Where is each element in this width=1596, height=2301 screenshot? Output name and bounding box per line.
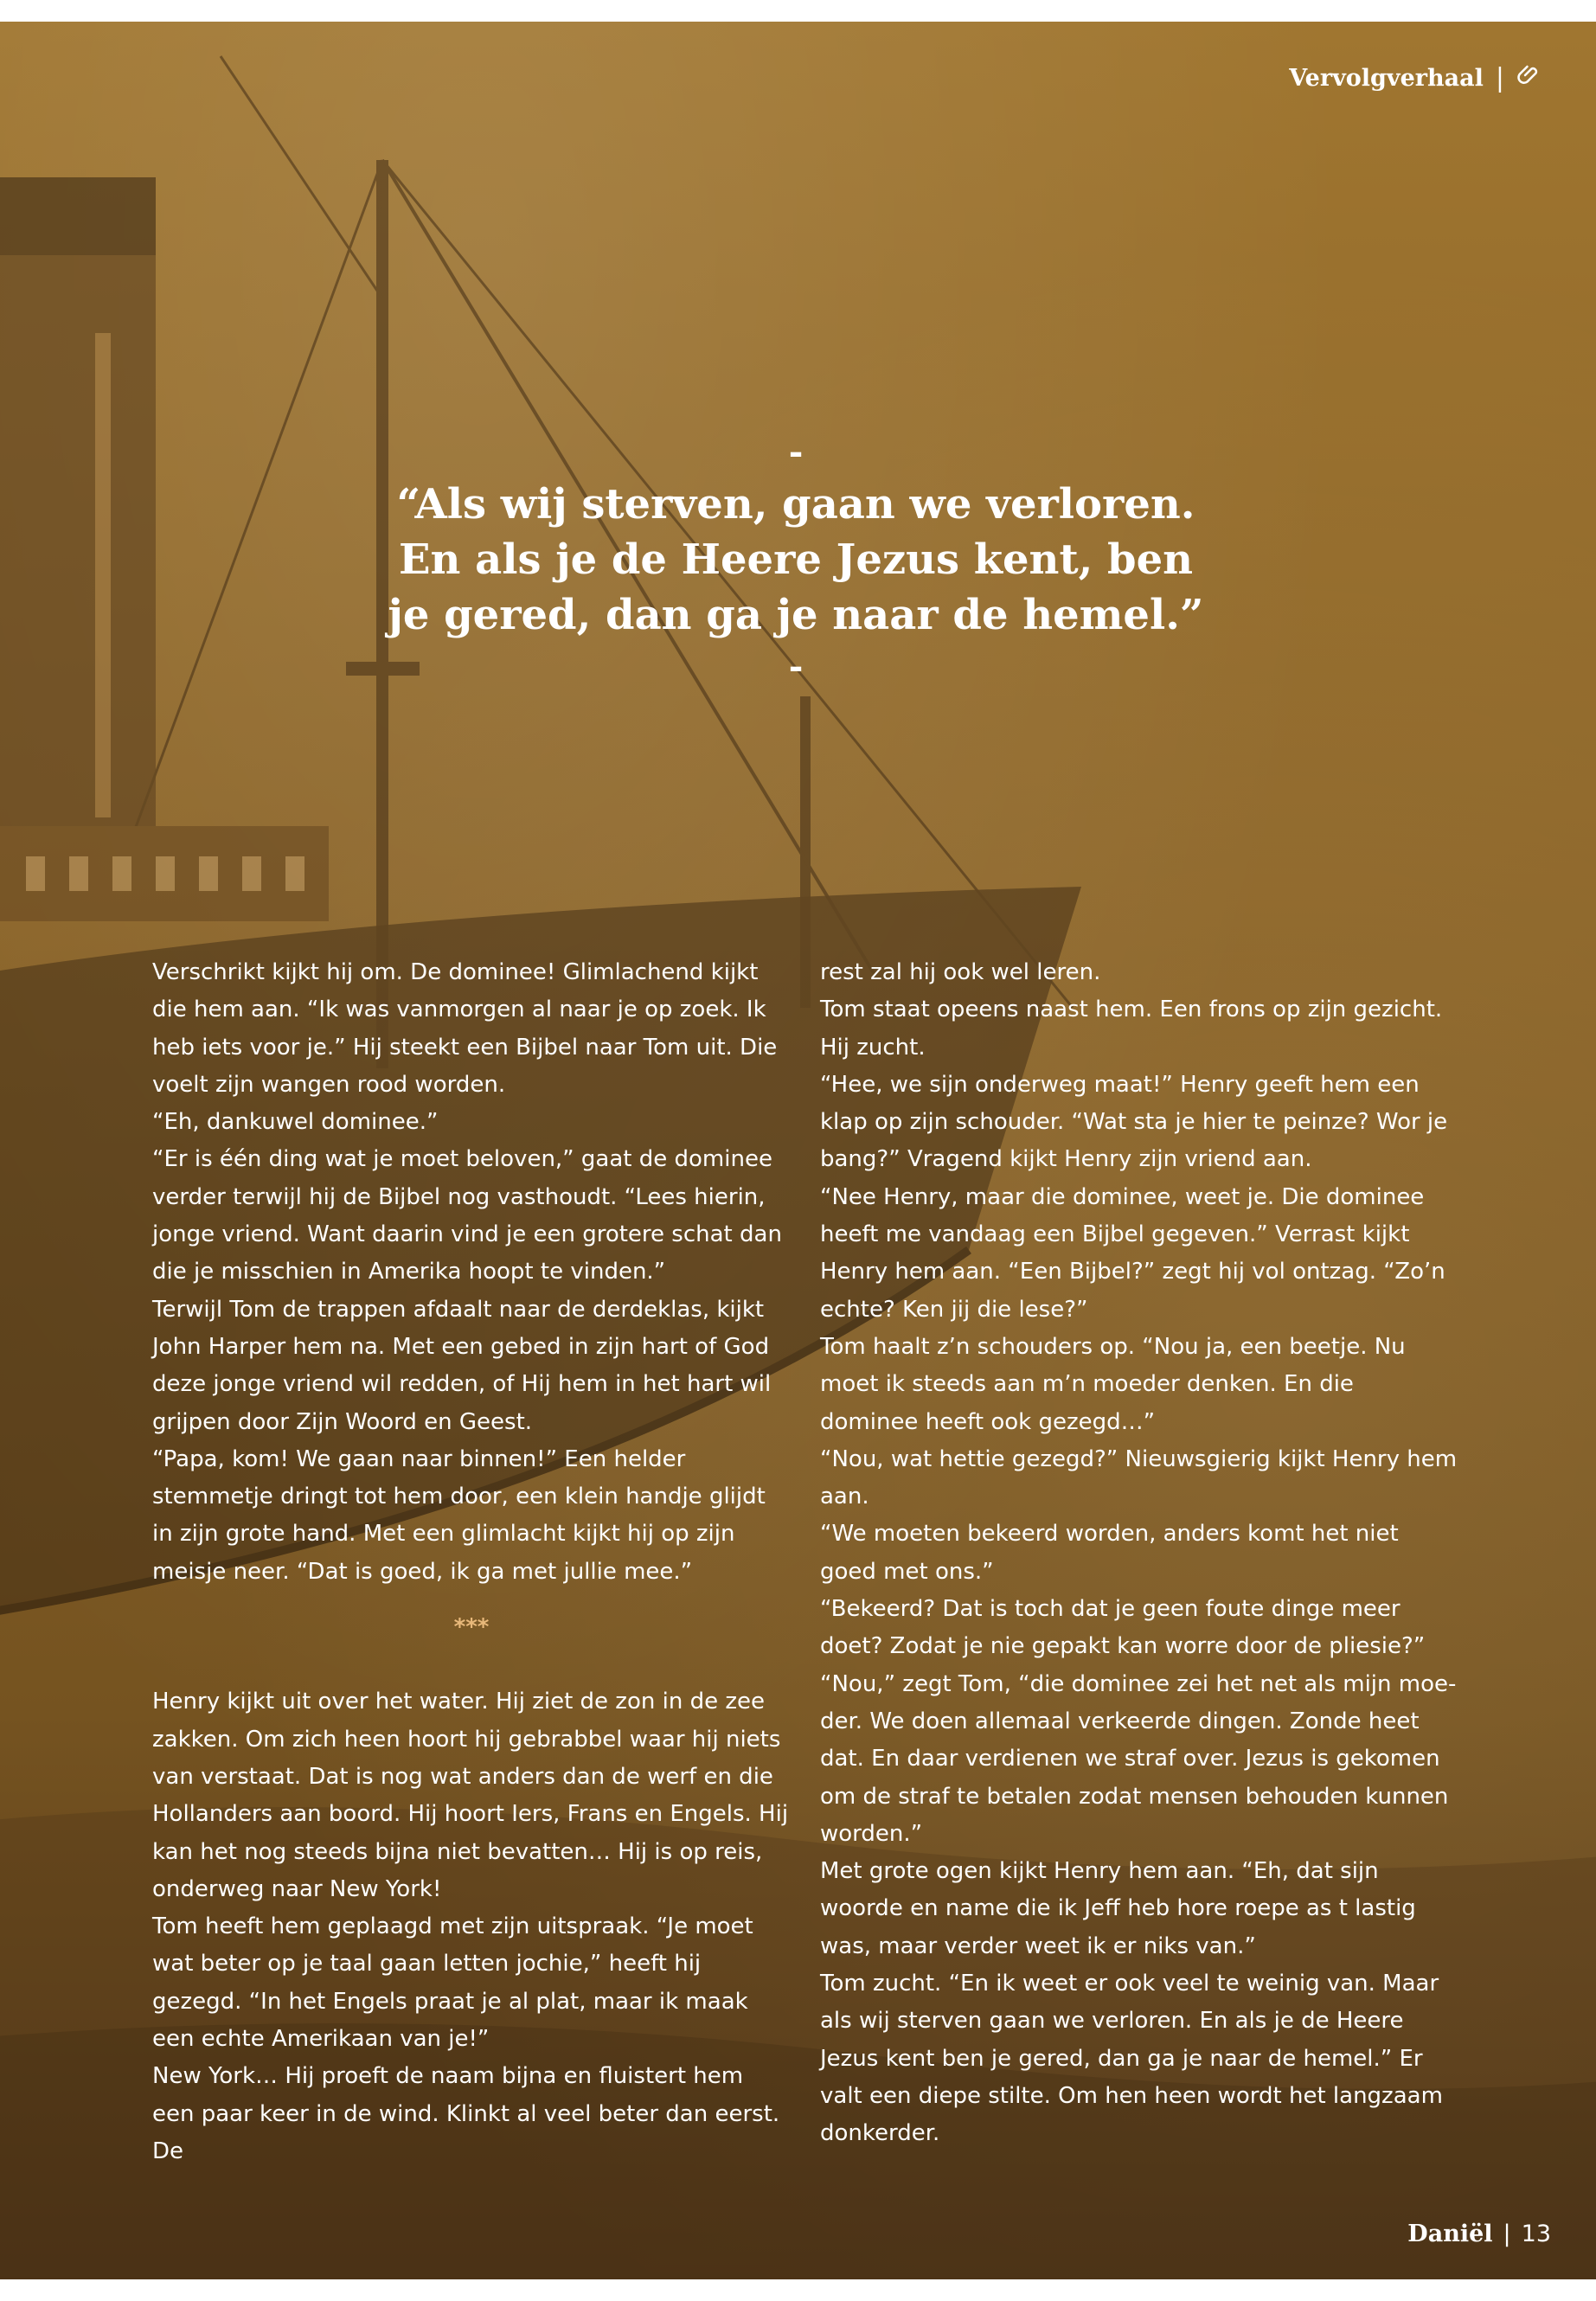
page-footer <box>1407 2221 1551 2247</box>
paragraph: Verschrikt kijkt hij om. De dominee! Glimlachend kijkt die hem aan. “Ik was vanmorgen al naar je op zoek. Ik heb iets voor je.” Hij steekt een Bijbel naar Tom uit. Die voelt zijn wangen rood worden. <box>152 959 778 1098</box>
magazine-name: Daniël <box>1407 2221 1493 2247</box>
page-background <box>0 22 1596 2279</box>
paragraph: Met grote ogen kijkt Henry hem aan. “Eh, dat sijn woorde en name die ik Jeff heb hore roepe as t lastig was, maar verder weet ik er niks van.” <box>820 1858 1416 1959</box>
paragraph: Tom zucht. “En ik weet er ook veel te weinig van. Maar als wij sterven gaan we verloren. En als je de Heere Jezus kent ben je gered, dan ga je naar de hemel.” Er valt een diepe stilte. Om hen heen wordt het langzaam donkerder. <box>820 1971 1443 2147</box>
paragraph: “We moeten bekeerd worden, anders komt het niet goed met ons.” <box>820 1521 1399 1585</box>
paperclip-icon <box>1516 62 1542 94</box>
paragraph: Tom heeft hem geplaagd met zijn uitspraak. “Je moet wat beter op je taal gaan letten jochie,” heeft hij gezegd. “In het Engels praat je al plat, maar ik maak een echte Amerikaan van je!” <box>152 1913 753 2053</box>
section-title: Vervolgverhaal <box>1289 65 1484 92</box>
paragraph: “Nou, wat hettie gezegd?” Nieuwsgierig kijkt Henry hem aan. <box>820 1445 1458 1510</box>
paragraph: “Nee Henry, maar die dominee, weet je. Die dominee heeft me vandaag een Bijbel gegeven.” Verrast kijkt Henry hem aan. “Een Bijbel?” zegt hij vol ontzag. “Zo’n echte? Ken jij die lese?” <box>820 1183 1445 1323</box>
paragraph: “Bekeerd? Dat is toch dat je geen foute dinge meer doet? Zodat je nie gepakt kan worre door de pliesie?” <box>820 1596 1426 1660</box>
quote-dash-bottom: - <box>788 646 804 687</box>
paragraph: “Hee, we sijn onderweg maat!” Henry geeft hem een klap op zijn schouder. “Wat sta je hier te peinze? Wor je bang?” Vragend kijkt Henry zijn vriend aan. <box>820 1071 1448 1173</box>
paragraph: “Papa, kom! We gaan naar binnen!” Een helder stemmetje dringt tot hem door, een klein handje glijdt in zijn grote hand. Met een glimlacht kijkt hij op zijn meisje neer. “Dat is goed, ik ga met jullie mee.” <box>152 1445 766 1585</box>
article-column-right <box>820 954 1458 2153</box>
footer-separator: | <box>1503 2221 1511 2247</box>
paragraph: Tom staat opeens naast hem. Een frons op zijn gezicht. Hij zucht. <box>820 997 1443 1061</box>
paragraph: Terwijl Tom de trappen afdaalt naar de derdeklas, kijkt John Harper hem na. Met een gebed in zijn hart of God deze jonge vriend wil redden, of Hij hem in het hart wil grijpen door Zijn Woord en Geest. <box>152 1296 772 1435</box>
paragraph: Tom haalt z’n schouders op. “Nou ja, een beetje. Nu moet ik steeds aan m’n moeder denken. En die dominee heeft ook gezegd…” <box>820 1333 1406 1435</box>
scene-break: *** <box>453 1614 490 1641</box>
paragraph: New York… Hij proeft de naam bijna en fluistert hem een paar keer in de wind. Klinkt al veel beter dan eerst. De <box>152 2063 780 2164</box>
quote-text: “Als wij sterven, gaan we verloren. En als je de Heere Jezus kent, ben je gered, dan ga je naar de hemel.” <box>388 480 1204 639</box>
header-separator: | <box>1495 63 1504 93</box>
paragraph: rest zal hij ook wel leren. <box>820 959 1101 985</box>
pull-quote <box>381 428 1211 691</box>
paragraph: Henry kijkt uit over het water. Hij ziet de zon in de zee zakken. Om zich heen hoort hij gebrabbel waar hij niets van verstaat. Dat is nog wat anders dan de werf en die Hollanders aan boord. Hij hoort Iers, Frans en Engels. Hij kan het nog steeds bijna niet bevatten… Hij is op reis, onderweg naar New York! <box>152 1689 789 1902</box>
section-header <box>1289 62 1542 94</box>
page-number: 13 <box>1521 2221 1551 2247</box>
paragraph: “Eh, dankuwel dominee.” <box>152 1109 439 1136</box>
paragraph: “Nou,” zegt Tom, “die dominee zei het net als mijn moeder. We doen allemaal verkeerde dingen. Zonde heet dat. En daar verdienen we straf over. Jezus is gekomen om de straf te betalen zodat mensen behouden kunnen worden.” <box>820 1670 1457 1847</box>
paragraph: “Er is één ding wat je moet beloven,” gaat de dominee verder terwijl hij de Bijbel nog vasthoudt. “Lees hierin, jonge vriend. Want daarin vind je een grotere schat dan die je misschien in Amerika hoopt te vinden.” <box>152 1146 782 1285</box>
article-column-left <box>152 954 791 2170</box>
quote-dash-top: - <box>788 432 804 472</box>
